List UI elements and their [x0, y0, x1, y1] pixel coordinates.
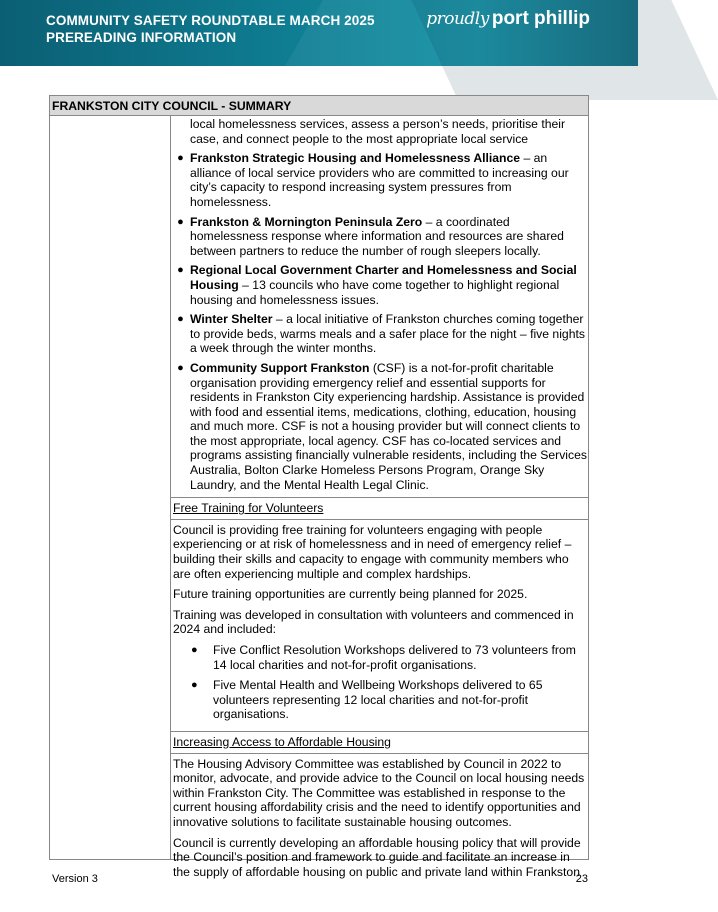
table-left-column [50, 116, 171, 859]
list-item [171, 361, 588, 492]
list-item [173, 643, 587, 672]
section-heading-cell [171, 498, 588, 519]
header-title [46, 12, 375, 46]
list-item-text: – an alliance of local service providers who are committed to increasing our city’s capacity to respond increasing system pressures from homelessness. [190, 151, 569, 209]
list-item [171, 151, 588, 209]
table-heading: FRANKSTON CITY COUNCIL - SUMMARY [50, 96, 588, 116]
logo-script-text: proudly [426, 9, 489, 29]
paragraph: Training was developed in consultation with volunteers and commenced in 2024 and included: [173, 607, 574, 637]
bullet-icon: ● [191, 644, 198, 656]
bullet-icon: ● [177, 152, 184, 165]
list-item-text: Five Conflict Resolution Workshops delivered to 73 volunteers from 14 local charities and not-for-profit organisations. [213, 643, 576, 672]
paragraph: Future training opportunities are currently being planned for 2025. [173, 587, 528, 602]
bullet-icon: ● [177, 215, 184, 228]
list-item-text: – a local initiative of Frankston churches coming together to provide beds, warms meals and a safer place for the night – five nights a week through the winter months. [190, 312, 585, 356]
header-title-line2: PREREADING INFORMATION [46, 30, 237, 45]
list-item-title: Community Support Frankston [190, 360, 370, 375]
continued-bullet-text: local homelessness services, assess a person’s needs, prioritise their case, and connect people to the most appropriate local service [190, 117, 566, 146]
list-item-title: Regional Local Government Charter and Homelessness and Social Housing [190, 263, 577, 292]
list-item [173, 678, 587, 722]
list-item [171, 263, 588, 307]
footer-version: Version 3 [52, 873, 98, 885]
header-title-line1: COMMUNITY SAFETY ROUNDTABLE MARCH 2025 [46, 13, 375, 28]
list-item-title: Frankston Strategic Housing and Homelessness Alliance [190, 151, 521, 166]
section-heading-cell [171, 732, 588, 753]
list-item-text: (CSF) is a not-for-profit charitable organisation providing emergency relief and essential supports for residents in Frankston City experiencing hardship. Assistance is provided with food and essential items, medications, clothing, education, housing and much more. CSF is not a housing provider but will connect clients to the most appropriate, local agency. CSF has co-located services and programs assisting financially vulnerable residents, including the Services Australia, Bolton Clarke Homeless Persons Program, Orange Sky Laundry, and the Mental Health Legal Clinic. [190, 360, 587, 492]
training-content-cell [171, 520, 588, 731]
paragraph: Council is providing free training for volunteers engaging with people experiencing or at risk of homelessness and in need of emergency relief – building their skills and capacity to engage with community members who are often experiencing multiple and complex hardships. [173, 522, 572, 581]
logo-bold-text: port phillip [491, 8, 590, 29]
paragraph: Council is currently developing an affordable housing policy that will provide the Council’s position and framework to guide and facilitate an increase in the supply of affordable housing on public and private land within Frankston [173, 835, 581, 879]
section-heading-training: Free Training for Volunteers [173, 501, 324, 516]
bullet-icon: ● [177, 313, 184, 326]
section-heading-housing: Increasing Access to Affordable Housing [173, 734, 391, 749]
list-item-title: Winter Shelter [190, 312, 273, 327]
list-item [171, 215, 588, 259]
housing-content-cell [171, 754, 588, 889]
list-item-title: Frankston & Mornington Peninsula Zero [190, 214, 423, 229]
bullet-icon: ● [177, 264, 184, 277]
list-item-text: Five Mental Health and Wellbeing Workshops delivered to 65 volunteers representing 12 local charities and not-for-profit organisations. [213, 678, 543, 722]
footer-page-number: 23 [575, 873, 588, 885]
bullet-icon: ● [191, 679, 198, 692]
list-item-text: – 13 councils who have come together to highlight regional housing and homelessness issues. [190, 277, 560, 307]
list-item [171, 312, 588, 356]
document-header [0, 0, 638, 66]
bullet-icon: ● [177, 361, 184, 374]
paragraph: The Housing Advisory Committee was established by Council in 2022 to monitor, advocate, and provide advice to the Council on local housing needs within Frankston City. The Committee was established in response to the current housing affordability crisis and the need to identify opportunities and innovative solutions to facilitate sustainable housing outcomes. [173, 756, 585, 829]
list-item-text: – a coordinated homelessness response where information and resources are shared between partners to reduce the number of rough sleepers locally. [190, 214, 564, 258]
proudly-port-phillip-logo [426, 8, 590, 30]
